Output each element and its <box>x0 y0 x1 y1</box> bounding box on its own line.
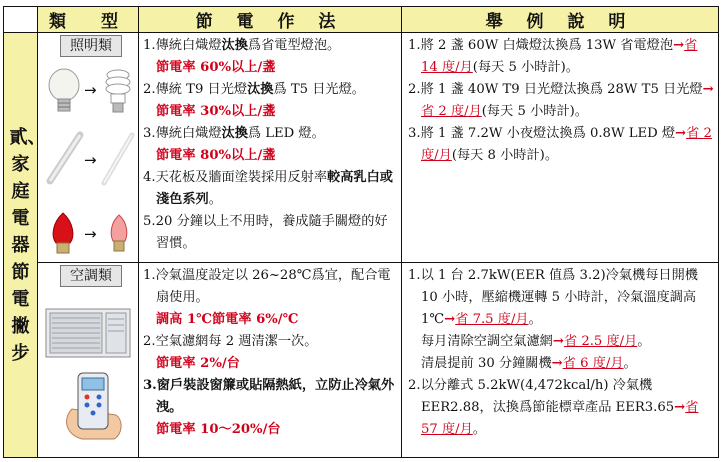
example-item: 3.將 1 盞 7.2W 小夜燈汰換爲 0.8W LED 燈→省 2 度/月(每天 8 小時計)。 <box>408 126 712 163</box>
method-item: 2.傳統 T9 日光燈汰換爲 T5 日光燈。 <box>143 82 365 97</box>
method-item: 4.天花板及牆面塗裝採用反射率較高乳白或淺色系列。 <box>143 170 393 207</box>
side-label: 貳、家庭電器節電撇步 <box>9 126 46 364</box>
header-method: 節 電 作 法 <box>139 7 402 33</box>
example-item: 清晨提前 30 分鐘關機→省 6 度/月。 <box>421 356 637 371</box>
lighting-label: 照明類 <box>60 35 122 57</box>
incandescent-bulb-icon <box>44 67 84 117</box>
window-ac-icon <box>44 303 132 361</box>
saving-rate: 節電率 80%以上/盞 <box>156 148 276 163</box>
saving-rate: 節電率 2%/台 <box>156 356 240 371</box>
side-label-cell <box>4 33 46 458</box>
remote-control-icon <box>52 369 130 443</box>
saving-rate: 節電率 30%以上/盞 <box>156 104 276 119</box>
red-bulb-icon <box>48 211 78 257</box>
example-item: 2.將 1 盞 40W T9 日光燈汰換爲 28W T5 日光燈→省 2 度/月(每天 5 小時計)。 <box>408 82 714 119</box>
energy-saving-table <box>3 6 719 458</box>
lighting-type-cell <box>38 33 139 263</box>
method-item: 2.空氣濾網每 2 週清潔一次。 <box>143 334 318 349</box>
header-row <box>4 7 719 33</box>
method-item: 1.冷氣溫度設定以 26~28℃爲宜，配合電扇使用。 <box>143 268 391 305</box>
arrow-icon: → <box>84 81 97 99</box>
saving-rate: 節電率 60%以上/盞 <box>156 60 276 75</box>
lighting-methods <box>139 33 402 263</box>
method-item: 3.窗戶裝設窗簾或貼隔熱紙，立防止冷氣外洩。 <box>143 378 395 415</box>
example-item: 1.以 1 台 2.7kW(EER 值爲 3.2)冷氣機每日開機 10 小時，壓縮機運轉 5 小時計，冷氣溫度調高 1℃→省 7.5 度/月。 <box>408 268 698 327</box>
arrow-icon: → <box>84 225 97 243</box>
saving-rate: 調高 1℃節電率 6%/℃ <box>156 312 299 327</box>
lighting-examples <box>402 33 719 263</box>
example-item: 2.以分離式 5.2kW(4,472kcal/h) 冷氣機 EER2.88，汰換爲節能標章產品 EER3.65→省 57 度/月。 <box>408 378 699 437</box>
t5-tube-icon <box>100 129 136 189</box>
header-blank <box>4 7 38 33</box>
arrow-icon: → <box>84 151 97 169</box>
method-item: 1.傳統白熾燈汰換爲省電型燈泡。 <box>143 38 341 53</box>
saving-rate: 節電率 10～20%/台 <box>156 422 281 437</box>
led-bulb-icon <box>104 211 134 257</box>
example-item: 每月清除空調空氣濾網→省 2.5 度/月。 <box>421 334 651 349</box>
example-item: 1.將 2 盞 60W 白熾燈汰換爲 13W 省電燈泡→省 14 度/月(每天 5 小時計)。 <box>408 38 698 75</box>
method-item: 5.20 分鐘以上不用時，養成隨手關燈的好習慣。 <box>143 214 388 251</box>
method-item: 3.傳統白熾燈汰換爲 LED 燈。 <box>143 126 325 141</box>
cfl-bulb-icon <box>102 69 134 115</box>
ac-row <box>4 263 719 458</box>
header-example: 舉 例 說 明 <box>402 7 719 33</box>
ac-methods <box>139 263 402 458</box>
ac-examples <box>402 263 719 458</box>
ac-type-cell <box>38 263 139 458</box>
ac-label: 空調類 <box>60 265 122 287</box>
lighting-row <box>4 33 719 263</box>
header-type: 類 型 <box>38 7 139 33</box>
t9-tube-icon <box>44 129 86 189</box>
